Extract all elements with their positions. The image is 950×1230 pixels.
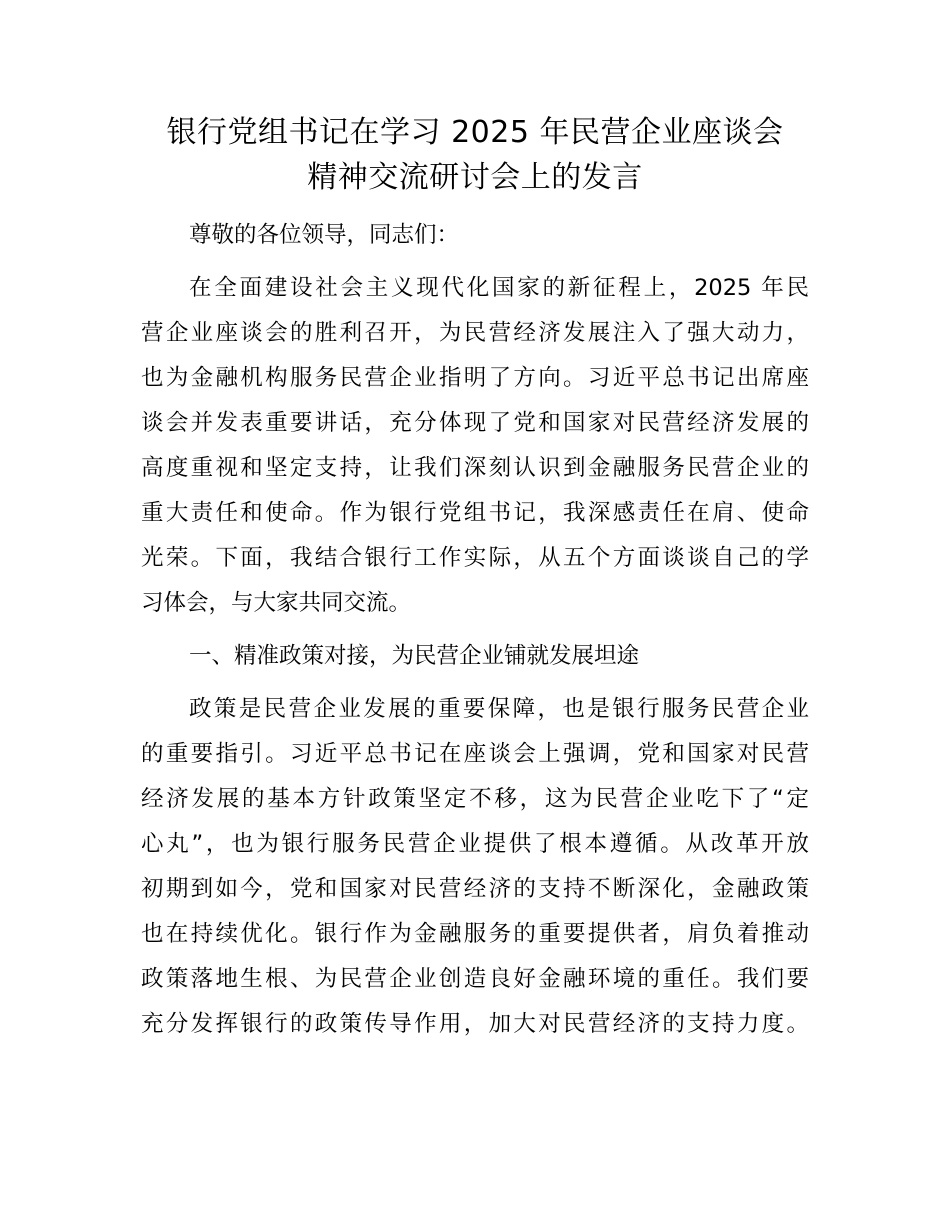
paragraph-line: 心丸”，也为银行服务民营企业提供了根本遵循。从改革开放 (141, 831, 809, 857)
paragraph-line: 政策是民营企业发展的重要保障，也是银行服务民营企业 (189, 696, 809, 722)
paragraph-line: 也为金融机构服务民营企业指明了方向。习近平总书记出席座 (141, 365, 809, 391)
paragraph-line: 在全面建设社会主义现代化国家的新征程上，2025 年民 (189, 275, 809, 301)
paragraph-line: 光荣。下面，我结合银行工作实际，从五个方面谈谈自己的学 (141, 545, 809, 571)
paragraph-line: 充分发挥银行的政策传导作用，加大对民营经济的支持力度。 (141, 1011, 809, 1037)
document-title-line-2: 精神交流研讨会上的发言 (307, 160, 643, 195)
paragraph-line: 经济发展的基本方针政策坚定不移，这为民营企业吃下了“定 (141, 786, 809, 812)
paragraph-line: 的重要指引。习近平总书记在座谈会上强调，党和国家对民营 (141, 741, 809, 767)
paragraph-line: 习体会，与大家共同交流。 (141, 590, 412, 616)
document-title-line-1: 银行党组书记在学习 2025 年民营企业座谈会 (166, 115, 784, 150)
paragraph-line: 政策落地生根、为民营企业创造良好金融环境的重任。我们要 (141, 966, 809, 992)
paragraph-line: 谈会并发表重要讲话，充分体现了党和国家对民营经济发展的 (141, 410, 809, 436)
paragraph-line: 也在持续优化。银行作为金融服务的重要提供者，肩负着推动 (141, 921, 809, 947)
salutation: 尊敬的各位领导，同志们： (189, 222, 460, 248)
section-heading: 一、精准政策对接，为民营企业铺就发展坦途 (189, 643, 640, 669)
paragraph-line: 高度重视和坚定支持，让我们深刻认识到金融服务民营企业的 (141, 455, 809, 481)
paragraph-line: 重大责任和使命。作为银行党组书记，我深感责任在肩、使命 (141, 500, 809, 526)
paragraph-line: 营企业座谈会的胜利召开，为民营经济发展注入了强大动力， (141, 320, 809, 346)
paragraph-line: 初期到如今，党和国家对民营经济的支持不断深化，金融政策 (141, 876, 809, 902)
